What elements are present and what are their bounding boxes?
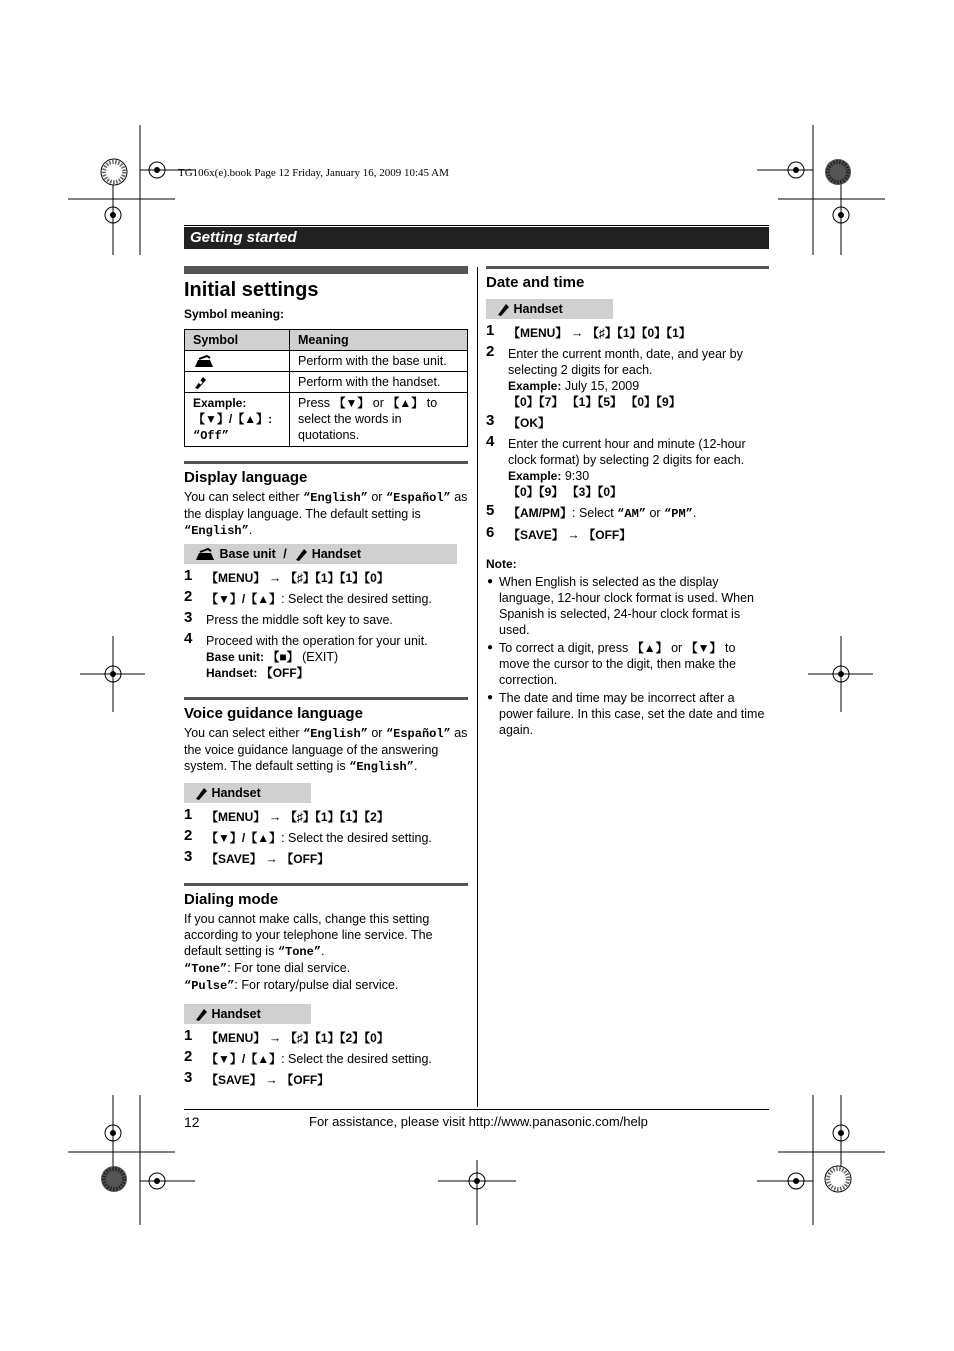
example-text: July 15, 2009 [561, 379, 640, 393]
table-header-row [185, 330, 468, 351]
display-language-steps [184, 567, 468, 681]
step [486, 343, 769, 410]
key-sequence: 【♯】【1】【2】【0】 [284, 1031, 389, 1045]
handset-icon [294, 548, 308, 562]
text: You can select either [184, 726, 304, 740]
example-label: Example: [193, 396, 247, 410]
mode-handset-label: Handset [311, 547, 362, 561]
down-key: 【▼】 [685, 641, 722, 655]
section-banner [184, 227, 769, 249]
mode-handset-label: Handset [513, 302, 563, 316]
arrow-icon: → [268, 571, 282, 585]
mode-bar-handset [184, 783, 311, 803]
base-unit-icon [194, 548, 216, 562]
text: If you cannot make calls, change this setting according to your telephone line service. The default setting is [184, 912, 433, 958]
display-language-text [184, 489, 468, 539]
note-text: When English is selected as the display language, 12-hour clock format is used. When Spanish is selected, 24-hour clock format is used. [499, 575, 754, 637]
mode-separator: / [283, 547, 287, 561]
step [184, 1048, 468, 1067]
text: as the display language. The default setting is [184, 490, 468, 521]
page-title: Initial settings [184, 279, 319, 301]
menu-key: 【MENU】 [508, 326, 568, 340]
table-cell [185, 393, 290, 447]
menu-key: 【MENU】 [206, 571, 266, 585]
bullet-icon: ● [487, 576, 494, 587]
table-cell: Perform with the handset. [290, 372, 468, 393]
example-text: Press [298, 396, 334, 410]
pulse-text: : For rotary/pulse dial service. [234, 978, 399, 992]
mode-bar-handset [184, 1004, 311, 1024]
note-text: The date and time may be incorrect after a power failure. In this case, set the date and time again. [499, 691, 765, 737]
dialing-mode-heading: Dialing mode [184, 891, 279, 908]
table-row [185, 393, 468, 447]
step [486, 502, 769, 522]
step-text: Press the middle soft key to save. [206, 613, 393, 627]
arrow-keys: 【▼】/【▲】 [206, 831, 282, 845]
mode-base-label: Base unit [219, 547, 276, 561]
step-text: or [645, 506, 665, 520]
base-unit-label: Base unit: [206, 650, 268, 664]
step-text: Proceed with the operation for your unit. [206, 634, 428, 648]
handset-icon [194, 787, 208, 801]
example-label: Example: [508, 469, 562, 483]
text: as the voice guidance language of the answering system. The default setting is [184, 726, 468, 773]
step-number: 1 [184, 806, 193, 823]
table-cell [185, 351, 290, 372]
table-cell [290, 393, 468, 447]
step-number: 1 [486, 322, 495, 339]
section-banner-label: Getting started [190, 229, 297, 246]
tone-text: : For tone dial service. [227, 961, 351, 975]
default-english: “English” [184, 524, 249, 538]
up-key: 【▲】 [631, 641, 668, 655]
arrow-icon: → [567, 528, 580, 542]
off-key: 【OFF】 [281, 1073, 330, 1087]
default-english: “English” [349, 760, 414, 774]
up-key: 【▲】 [387, 396, 424, 410]
dialing-mode-text [184, 911, 468, 994]
arrow-icon: → [570, 326, 584, 340]
list-item [486, 640, 769, 688]
column-divider [477, 267, 478, 1107]
example-text: 9:30 [561, 469, 590, 483]
save-key: 【SAVE】 [206, 1073, 262, 1087]
option-english: “English” [303, 727, 368, 741]
symbol-table [184, 329, 468, 447]
step-number: 3 [184, 1069, 193, 1086]
step-number: 3 [486, 412, 495, 429]
step [184, 848, 468, 867]
step-text: : Select the desired setting. [281, 1052, 432, 1066]
step-text: : Select the desired setting. [281, 831, 432, 845]
tone-label: “Tone” [184, 962, 228, 976]
example-label: Example: [508, 379, 562, 393]
step [184, 1027, 468, 1046]
example-text: to select the words in quotations. [298, 396, 438, 442]
notes-list [486, 574, 769, 738]
table-header: Meaning [290, 330, 468, 351]
step-number: 2 [184, 1048, 193, 1065]
text: . [248, 523, 253, 537]
example-keys: 【▼】/【▲】: [193, 412, 273, 426]
step-text: Enter the current hour and minute (12-hour clock format) by selecting 2 digits for each. [508, 437, 746, 467]
table-row [185, 351, 468, 372]
default-tone: “Tone” [277, 945, 322, 959]
step-number: 4 [486, 433, 495, 450]
dialing-mode-rule [184, 883, 468, 886]
arrow-icon: → [268, 1031, 282, 1045]
right-column [486, 266, 769, 738]
note-text: or [667, 641, 686, 655]
step-number: 4 [184, 630, 193, 647]
handset-icon [194, 1008, 208, 1022]
step-number: 2 [184, 588, 193, 605]
key-sequence: 【♯】【1】【0】【1】 [586, 326, 691, 340]
step-number: 1 [184, 567, 193, 584]
step-number: 1 [184, 1027, 193, 1044]
option-espanol: “Español” [385, 727, 451, 741]
save-key: 【SAVE】 [508, 528, 564, 542]
mode-handset-label: Handset [211, 786, 261, 800]
arrow-icon: → [268, 810, 282, 824]
key-sequence: 【♯】【1】【1】【0】 [284, 571, 389, 585]
step-text: Enter the current month, date, and year by selecting 2 digits for each. [508, 347, 743, 377]
step [184, 588, 468, 607]
step [184, 630, 468, 681]
step-text: : Select [572, 506, 618, 520]
mode-bar-handset [486, 299, 613, 319]
step-number: 6 [486, 524, 495, 541]
mode-handset-label: Handset [211, 1007, 261, 1021]
ampm-key: 【AM/PM】 [508, 506, 572, 520]
key-sequence: 【♯】【1】【1】【2】 [284, 810, 389, 824]
mode-bar-base-handset [184, 544, 457, 564]
exit-text: (EXIT) [298, 650, 339, 664]
step [184, 609, 468, 628]
date-time-heading: Date and time [486, 274, 585, 291]
step [486, 433, 769, 500]
step [184, 806, 468, 825]
table-header: Symbol [185, 330, 290, 351]
arrow-icon: → [265, 852, 278, 866]
down-key: 【▼】 [333, 396, 370, 410]
text: or [367, 726, 386, 740]
option-am: “AM” [617, 507, 646, 521]
handset-label: Handset: [206, 666, 261, 680]
list-item [486, 574, 769, 638]
step [486, 412, 769, 431]
page-number: 12 [184, 1114, 200, 1130]
display-language-heading: Display language [184, 469, 308, 486]
step-number: 5 [486, 502, 495, 519]
voice-guidance-steps [184, 806, 468, 867]
example-keys: 【0】【7】 【1】【5】 【0】【9】 [508, 395, 681, 409]
pulse-label: “Pulse” [184, 979, 235, 993]
base-unit-icon [193, 355, 215, 369]
step-text: : Select the desired setting. [281, 592, 432, 606]
table-cell: Perform with the base unit. [290, 351, 468, 372]
example-value: “Off” [193, 429, 230, 443]
step-number: 2 [184, 827, 193, 844]
assistance-link[interactable]: For assistance, please visit http://www.panasonic.com/help [309, 1114, 648, 1129]
option-pm: “PM” [664, 507, 693, 521]
option-espanol: “Español” [385, 491, 451, 505]
ok-key: 【OK】 [508, 416, 551, 430]
date-time-rule [486, 266, 769, 269]
text: or [367, 490, 386, 504]
title-rule [184, 266, 468, 274]
off-key: 【OFF】 [260, 666, 309, 680]
voice-guidance-heading: Voice guidance language [184, 705, 363, 722]
arrow-keys: 【▼】/【▲】 [206, 1052, 282, 1066]
step [184, 827, 468, 846]
off-key: 【OFF】 [281, 852, 330, 866]
file-stamp: TG106x(e).book Page 12 Friday, January 16, 2009 10:45 AM [178, 167, 449, 179]
symbol-meaning-label: Symbol meaning: [184, 307, 285, 321]
left-column [184, 266, 468, 1088]
step [486, 322, 769, 341]
step [184, 567, 468, 586]
footer-rule [184, 1109, 769, 1110]
table-cell [185, 372, 290, 393]
voice-guidance-text [184, 725, 468, 775]
handset-icon [496, 303, 510, 317]
text: . [413, 759, 418, 773]
note-text: To correct a digit, press [499, 641, 632, 655]
step [184, 1069, 468, 1088]
bullet-icon: ● [487, 692, 494, 703]
step-number: 3 [184, 848, 193, 865]
arrow-keys: 【▼】/【▲】 [206, 592, 282, 606]
menu-key: 【MENU】 [206, 1031, 266, 1045]
step-number: 3 [184, 609, 193, 626]
list-item [486, 690, 769, 738]
arrow-icon: → [265, 1073, 278, 1087]
voice-guidance-rule [184, 697, 468, 700]
step [486, 524, 769, 543]
date-time-steps [486, 322, 769, 543]
step-text: . [692, 506, 697, 520]
save-key: 【SAVE】 [206, 852, 262, 866]
exit-key: 【■】 [267, 650, 299, 664]
note-text: to move the cursor to the digit, then make the correction. [499, 641, 736, 687]
dialing-mode-steps [184, 1027, 468, 1088]
display-language-rule [184, 461, 468, 464]
text: . [321, 944, 325, 958]
option-english: “English” [303, 491, 368, 505]
menu-key: 【MENU】 [206, 810, 266, 824]
example-keys: 【0】【9】 【3】【0】 [508, 485, 623, 499]
handset-icon [193, 376, 207, 390]
off-key: 【OFF】 [583, 528, 632, 542]
note-heading: Note: [486, 557, 517, 571]
example-text: or [369, 396, 388, 410]
step-number: 2 [486, 343, 495, 360]
banner-top-rule [184, 225, 769, 226]
text: You can select either [184, 490, 304, 504]
table-row [185, 372, 468, 393]
bullet-icon: ● [487, 642, 494, 653]
